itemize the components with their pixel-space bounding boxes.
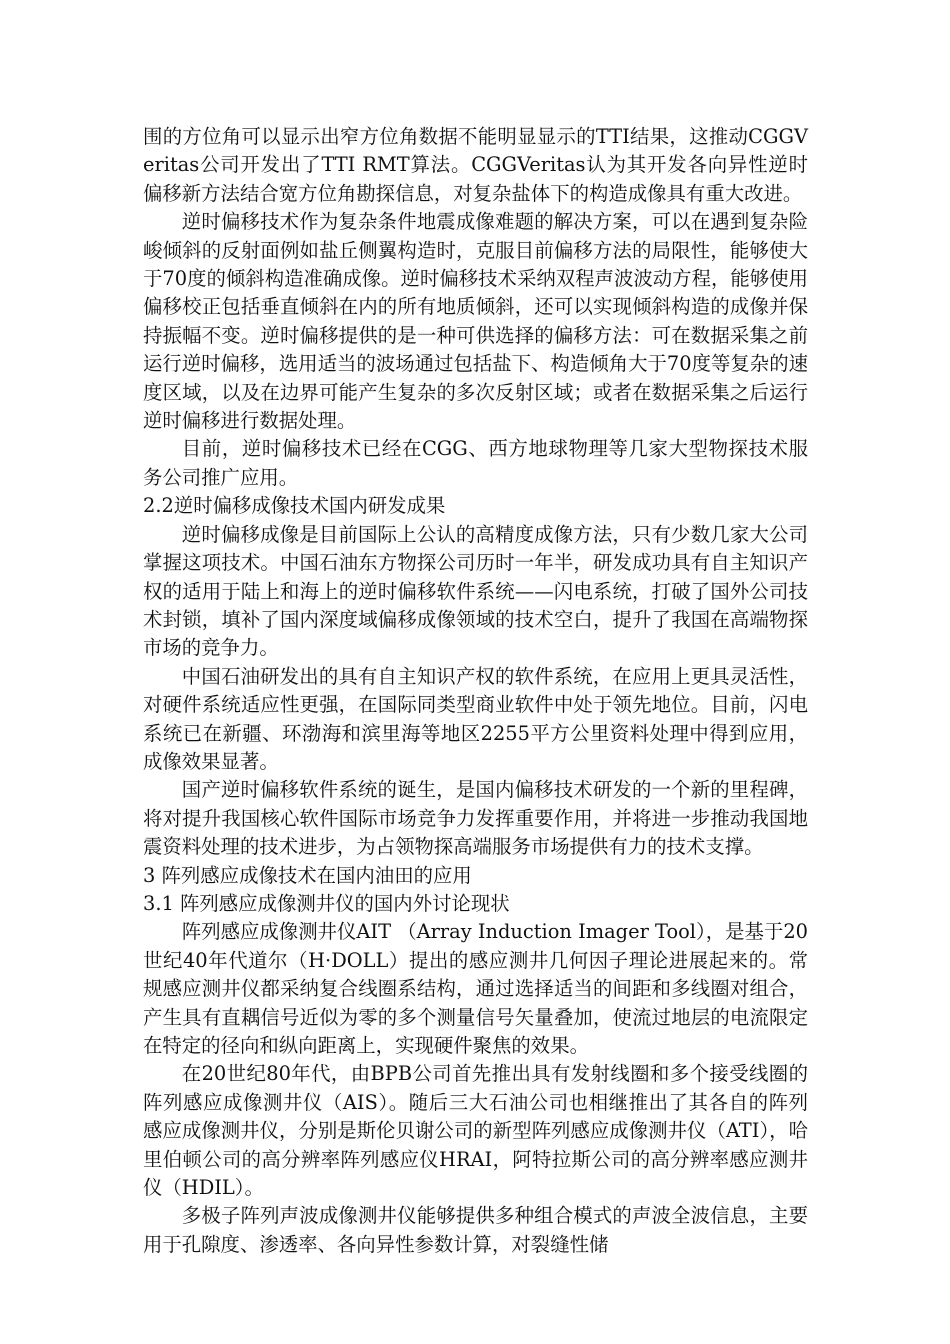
paragraph-cnpc-software: 中国石油研发出的具有自主知识产权的软件系统，在应用上更具灵活性，对硬件系统适应性更强，在国际同类型商业软件中处于领先地位。目前，闪电系统已在新疆、环渤海和滨里海等地区2255平方公里资料处理中得到应用，成像效果显著。 [143, 664, 808, 773]
paragraph-milestone: 国产逆时偏移软件系统的诞生，是国内偏移技术研发的一个新的里程碑，将对提升我国核心软件国际市场竞争力发挥重要作用，并将进一步推动我国地震资料处理的技术进步，为占领物探高端服务市场提供有力的技术支撑。 [143, 778, 808, 859]
section-heading-3: 3 阵列感应成像技术在国内油田的应用 [143, 863, 472, 887]
paragraph-multipole: 多极子阵列声波成像测井仪能够提供多种组合模式的声波全波信息，主要用于孔隙度、渗透率、各向异性参数计算，对裂缝性储 [143, 1204, 808, 1256]
section-heading-3-1: 3.1 阵列感应成像测井仪的国内外讨论现状 [143, 891, 510, 915]
paragraph-array-tools: 在20世纪80年代，由BPB公司首先推出具有发射线圈和多个接受线圈的阵列感应成像测井仪（AIS）。随后三大石油公司也相继推出了其各自的阵列感应成像测井仪，分别是斯伦贝谢公司的新型阵列感应成像测井仪（ATI），哈里伯顿公司的高分辨率阵列感应仪HRAI，阿特拉斯公司的高分辨率感应测井仪（HDIL）。 [143, 1062, 808, 1200]
paragraph-continuation: 围的方位角可以显示出窄方位角数据不能明显显示的TTI结果，这推动CGGVeritas公司开发出了TTI RMT算法。CGGVeritas认为其开发各向异性逆时偏移新方法结合宽方位角勘探信息，对复杂盐体下的构造成像具有重大改进。 [143, 125, 808, 205]
paragraph-domestic-rtm: 逆时偏移成像是目前国际上公认的高精度成像方法，只有少数几家大公司掌握这项技术。中国石油东方物探公司历时一年半，研发成功具有自主知识产权的适用于陆上和海上的逆时偏移软件系统——闪电系统，打破了国外公司技术封锁，填补了国内深度域偏移成像领域的技术空白，提升了我国在高端物探市场的竞争力。 [143, 522, 808, 660]
paragraph-ait: 阵列感应成像测井仪AIT （Array Induction Imager Tool），是基于20世纪40年代道尔（H·DOLL）提出的感应测井几何因子理论进展起来的。常规感应测井仪都采纳复合线圈系结构，通过选择适当的间距和多线圈对组合，产生具有直耦信号近似为零的多个测量信号矢量叠加，使流过地层的电流限定在特定的径向和纵向距离上，实现硬件聚焦的效果。 [143, 920, 808, 1057]
document-body [143, 123, 808, 1259]
section-heading-2-2: 2.2逆时偏移成像技术国内研发成果 [143, 494, 446, 518]
paragraph-rtm-solution: 逆时偏移技术作为复杂条件地震成像难题的解决方案，可以在遇到复杂险峻倾斜的反射面例如盐丘侧翼构造时，克服目前偏移方法的局限性，能够使大于70度的倾斜构造准确成像。逆时偏移技术采纳双程声波波动方程，能够使用偏移校正包括垂直倾斜在内的所有地质倾斜，还可以实现倾斜构造的成像并保持振幅不变。逆时偏移提供的是一种可供选择的偏移方法：可在数据采集之前运行逆时偏移，选用适当的波场通过包括盐下、构造倾角大于70度等复杂的速度区域，以及在边界可能产生复杂的多次反射区域；或者在数据采集之后运行逆时偏移进行数据处理。 [143, 210, 808, 433]
paragraph-rtm-adoption: 目前，逆时偏移技术已经在CGG、西方地球物理等几家大型物探技术服务公司推广应用。 [143, 437, 808, 489]
